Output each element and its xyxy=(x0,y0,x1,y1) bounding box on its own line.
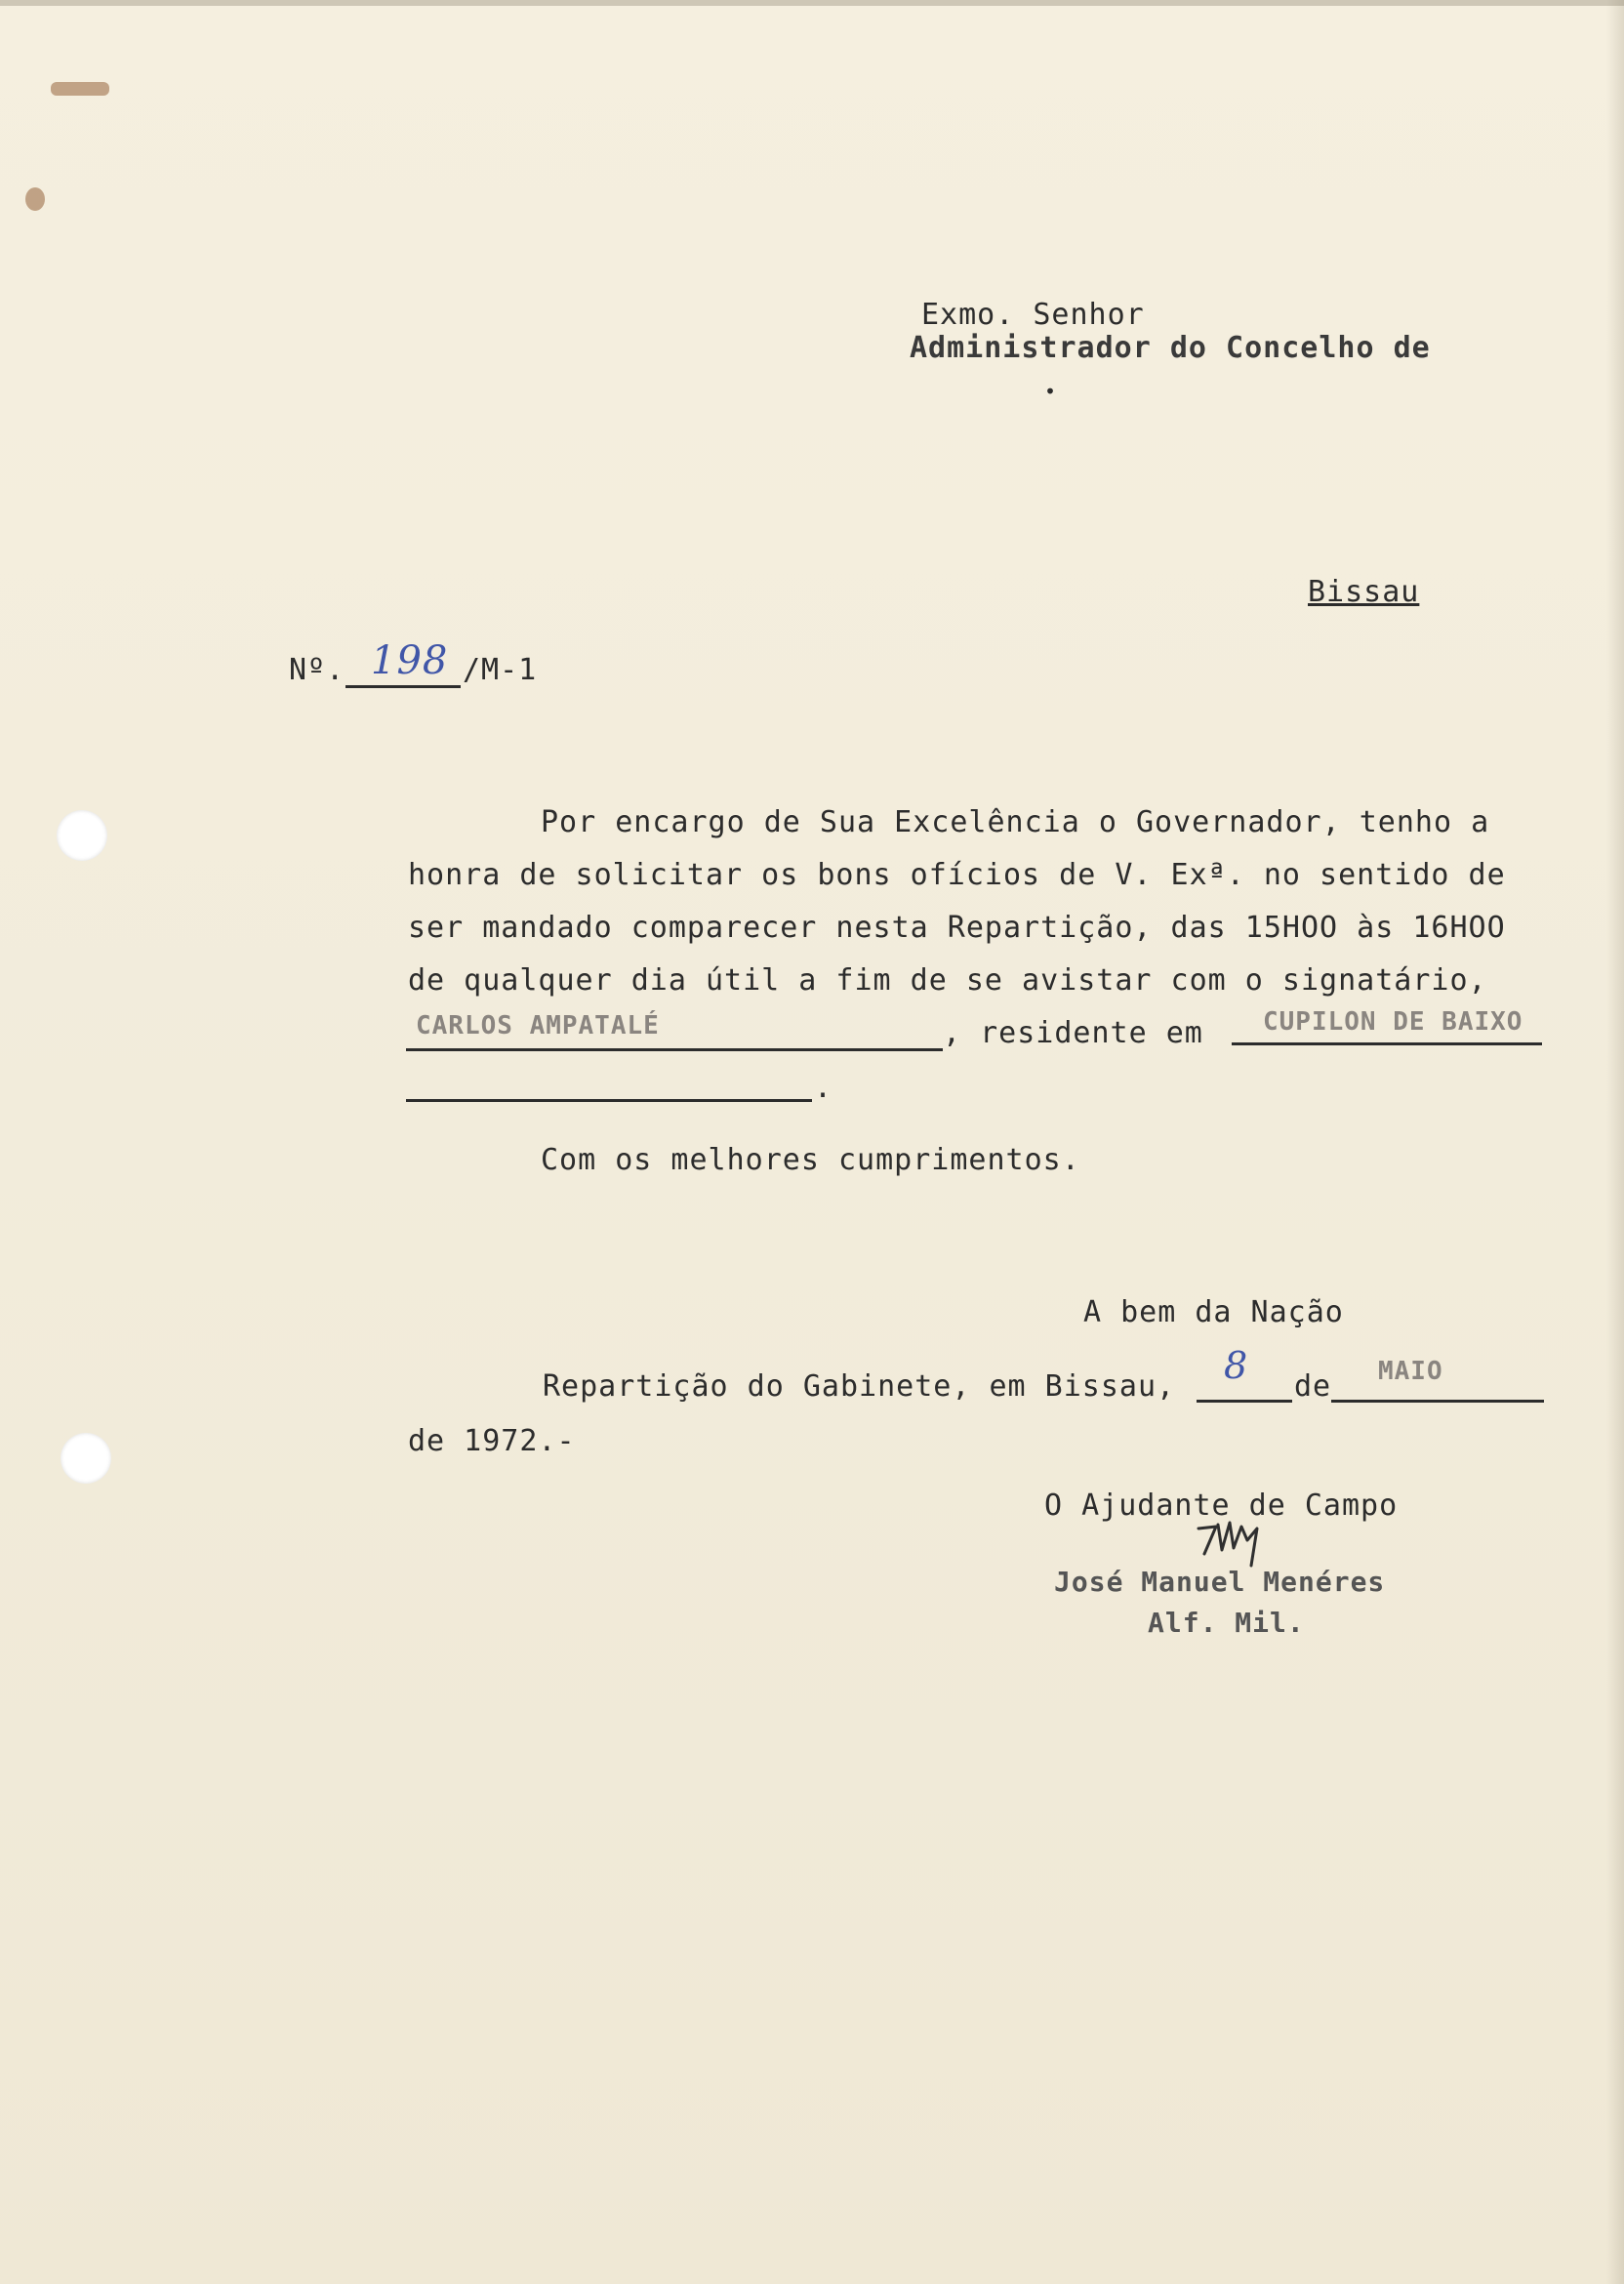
residence-label: , residente em xyxy=(943,1016,1203,1050)
date-year: de 1972.- xyxy=(408,1424,576,1458)
addressee: Administrador do Concelho de xyxy=(910,331,1431,365)
continuation-underline xyxy=(406,1099,812,1102)
body-line-4: de qualquer dia útil a fim de se avistar com o signatário, xyxy=(408,963,1487,998)
signatory-title: O Ajudante de Campo xyxy=(1044,1489,1399,1523)
reference-number: 198 xyxy=(371,638,449,683)
page-right-edge xyxy=(1606,0,1624,2284)
date-month-underline xyxy=(1331,1400,1544,1403)
body-line-3: ser mandado comparecer nesta Repartição, das 15HOO às 16HOO xyxy=(408,911,1506,945)
addressee-dot: • xyxy=(1044,380,1058,403)
page-top-edge xyxy=(0,0,1624,6)
date-day-underline xyxy=(1197,1400,1292,1403)
reference-prefix: Nº. xyxy=(289,653,345,687)
motto: A bem da Nação xyxy=(1083,1295,1344,1329)
ink-spot xyxy=(25,187,45,211)
signatory-rank: Alf. Mil. xyxy=(1148,1607,1305,1639)
person-name-underline xyxy=(406,1048,943,1051)
body-line-2: honra de solicitar os bons ofícios de V. Exª. no sentido de xyxy=(408,858,1506,892)
signatory-name: José Manuel Menéres xyxy=(1054,1566,1386,1598)
body-line-1: Por encargo de Sua Excelência o Governador, tenho a xyxy=(541,805,1490,839)
punch-hole-top xyxy=(57,810,107,861)
signature-mark xyxy=(1195,1515,1292,1573)
punch-hole-bottom xyxy=(61,1433,111,1484)
place: Bissau xyxy=(1308,575,1420,609)
date-month: MAIO xyxy=(1378,1357,1443,1386)
rust-stain xyxy=(51,82,109,96)
date-day: 8 xyxy=(1224,1344,1249,1387)
salutation: Exmo. Senhor xyxy=(921,298,1145,332)
reference-suffix: /M-1 xyxy=(463,653,538,687)
person-name: CARLOS AMPATALÉ xyxy=(416,1011,660,1040)
residence-underline xyxy=(1232,1042,1542,1045)
compliments: Com os melhores cumprimentos. xyxy=(541,1143,1080,1177)
residence: CUPILON DE BAIXO xyxy=(1263,1007,1523,1037)
continuation-dot: . xyxy=(814,1071,833,1105)
reference-underline xyxy=(345,685,461,688)
date-prefix: Repartição do Gabinete, em Bissau, xyxy=(543,1369,1176,1404)
date-de: de xyxy=(1294,1369,1332,1404)
